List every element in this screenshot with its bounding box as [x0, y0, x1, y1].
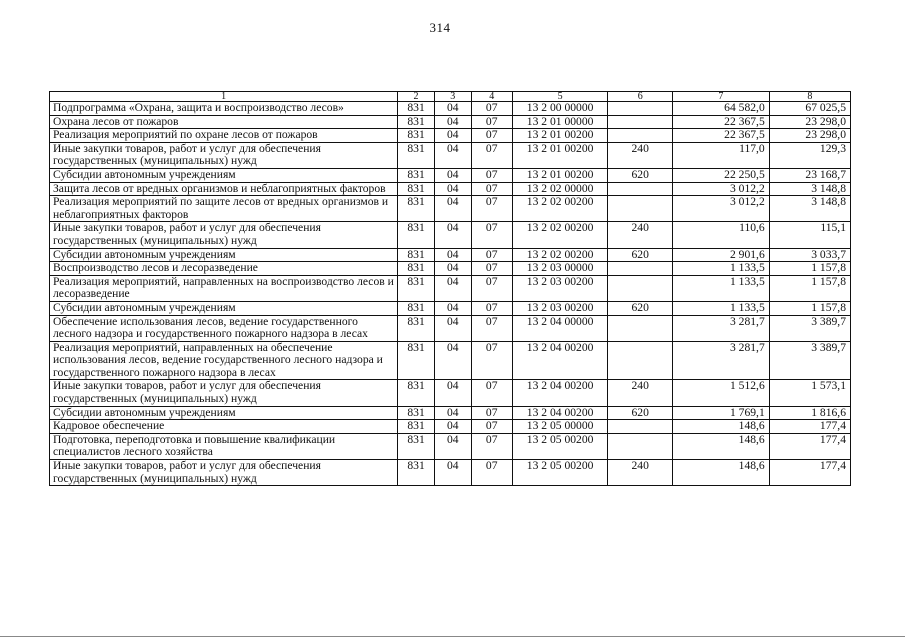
- cell-ministry-code: 831: [398, 262, 435, 276]
- table-row: [50, 406, 851, 420]
- cell-section: 04: [434, 115, 471, 129]
- cell-name: Иные закупки товаров, работ и услуг для обеспечения государственных (муниципальных) нужд: [50, 142, 398, 168]
- cell-target-article: 13 2 05 00000: [512, 420, 608, 434]
- cell-target-article: 13 2 02 00200: [512, 222, 608, 248]
- cell-ministry-code: 831: [398, 341, 435, 380]
- cell-amount-year-1: 148,6: [672, 433, 769, 459]
- cell-name: Кадровое обеспечение: [50, 420, 398, 434]
- column-header: 5: [512, 92, 608, 102]
- cell-amount-year-2: 3 033,7: [769, 248, 850, 262]
- cell-target-article: 13 2 03 00200: [512, 301, 608, 315]
- cell-subsection: 07: [471, 406, 512, 420]
- cell-name: Субсидии автономным учреждениям: [50, 406, 398, 420]
- column-header: 8: [769, 92, 850, 102]
- column-header: 3: [434, 92, 471, 102]
- cell-name: Иные закупки товаров, работ и услуг для обеспечения государственных (муниципальных) нужд: [50, 380, 398, 406]
- table-row: [50, 115, 851, 129]
- cell-amount-year-2: 3 389,7: [769, 341, 850, 380]
- cell-amount-year-2: 23 298,0: [769, 129, 850, 143]
- cell-name: Иные закупки товаров, работ и услуг для обеспечения государственных (муниципальных) нужд: [50, 222, 398, 248]
- cell-amount-year-1: 2 901,6: [672, 248, 769, 262]
- cell-amount-year-2: 67 025,5: [769, 102, 850, 116]
- cell-target-article: 13 2 01 00000: [512, 115, 608, 129]
- cell-expense-type: 620: [608, 168, 673, 182]
- table-header-row: [50, 92, 851, 102]
- table-row: [50, 420, 851, 434]
- cell-target-article: 13 2 01 00200: [512, 129, 608, 143]
- table-row: [50, 168, 851, 182]
- cell-subsection: 07: [471, 129, 512, 143]
- cell-amount-year-2: 23 298,0: [769, 115, 850, 129]
- column-header: 1: [50, 92, 398, 102]
- cell-ministry-code: 831: [398, 168, 435, 182]
- cell-amount-year-2: 1 573,1: [769, 380, 850, 406]
- table-row: [50, 341, 851, 380]
- cell-subsection: 07: [471, 275, 512, 301]
- table-row: [50, 275, 851, 301]
- cell-amount-year-2: 1 816,6: [769, 406, 850, 420]
- cell-subsection: 07: [471, 102, 512, 116]
- cell-section: 04: [434, 341, 471, 380]
- cell-target-article: 13 2 04 00200: [512, 406, 608, 420]
- cell-subsection: 07: [471, 115, 512, 129]
- cell-expense-type: 240: [608, 380, 673, 406]
- cell-section: 04: [434, 301, 471, 315]
- cell-subsection: 07: [471, 301, 512, 315]
- cell-ministry-code: 831: [398, 433, 435, 459]
- cell-ministry-code: 831: [398, 301, 435, 315]
- cell-section: 04: [434, 168, 471, 182]
- cell-ministry-code: 831: [398, 222, 435, 248]
- table-row: [50, 142, 851, 168]
- cell-ministry-code: 831: [398, 182, 435, 196]
- cell-name: Обеспечение использования лесов, ведение государственного лесного надзора и государственного пожарного надзора в лесах: [50, 315, 398, 341]
- cell-expense-type: 240: [608, 460, 673, 486]
- cell-subsection: 07: [471, 168, 512, 182]
- cell-target-article: 13 2 01 00200: [512, 142, 608, 168]
- table-row: [50, 102, 851, 116]
- cell-expense-type: 620: [608, 301, 673, 315]
- cell-target-article: 13 2 01 00200: [512, 168, 608, 182]
- cell-amount-year-1: 1 133,5: [672, 275, 769, 301]
- cell-name: Субсидии автономным учреждениям: [50, 301, 398, 315]
- cell-ministry-code: 831: [398, 420, 435, 434]
- table-row: [50, 460, 851, 486]
- cell-section: 04: [434, 129, 471, 143]
- cell-amount-year-1: 3 012,2: [672, 182, 769, 196]
- cell-ministry-code: 831: [398, 406, 435, 420]
- table-row: [50, 380, 851, 406]
- cell-amount-year-2: 177,4: [769, 420, 850, 434]
- cell-ministry-code: 831: [398, 380, 435, 406]
- cell-subsection: 07: [471, 182, 512, 196]
- cell-expense-type: [608, 115, 673, 129]
- cell-name: Субсидии автономным учреждениям: [50, 168, 398, 182]
- table-row: [50, 262, 851, 276]
- column-header: 2: [398, 92, 435, 102]
- cell-name: Иные закупки товаров, работ и услуг для обеспечения государственных (муниципальных) нужд: [50, 460, 398, 486]
- cell-section: 04: [434, 315, 471, 341]
- cell-expense-type: [608, 341, 673, 380]
- cell-target-article: 13 2 04 00200: [512, 341, 608, 380]
- table-row: [50, 129, 851, 143]
- cell-target-article: 13 2 05 00200: [512, 433, 608, 459]
- cell-name: Защита лесов от вредных организмов и неблагоприятных факторов: [50, 182, 398, 196]
- cell-target-article: 13 2 02 00200: [512, 248, 608, 262]
- cell-subsection: 07: [471, 433, 512, 459]
- cell-amount-year-2: 3 148,8: [769, 196, 850, 222]
- cell-amount-year-2: 1 157,8: [769, 301, 850, 315]
- cell-expense-type: [608, 420, 673, 434]
- cell-ministry-code: 831: [398, 115, 435, 129]
- cell-name: Реализация мероприятий, направленных на обеспечение использования лесов, ведение государственного лесного надзора и государственного пожарного надзора в лесах: [50, 341, 398, 380]
- cell-expense-type: 240: [608, 142, 673, 168]
- cell-ministry-code: 831: [398, 460, 435, 486]
- cell-expense-type: [608, 315, 673, 341]
- cell-section: 04: [434, 142, 471, 168]
- cell-target-article: 13 2 00 00000: [512, 102, 608, 116]
- cell-ministry-code: 831: [398, 196, 435, 222]
- table-row: [50, 248, 851, 262]
- scan-edge-line: [0, 636, 905, 637]
- table-row: [50, 315, 851, 341]
- cell-amount-year-2: 3 389,7: [769, 315, 850, 341]
- cell-amount-year-2: 115,1: [769, 222, 850, 248]
- cell-name: Охрана лесов от пожаров: [50, 115, 398, 129]
- cell-amount-year-1: 64 582,0: [672, 102, 769, 116]
- cell-section: 04: [434, 406, 471, 420]
- table-row: [50, 222, 851, 248]
- table-row: [50, 433, 851, 459]
- cell-section: 04: [434, 420, 471, 434]
- cell-section: 04: [434, 460, 471, 486]
- table-body: [50, 102, 851, 486]
- column-header: 4: [471, 92, 512, 102]
- cell-section: 04: [434, 380, 471, 406]
- cell-name: Подпрограмма «Охрана, защита и воспроизводство лесов»: [50, 102, 398, 116]
- cell-expense-type: [608, 182, 673, 196]
- cell-section: 04: [434, 102, 471, 116]
- cell-amount-year-1: 148,6: [672, 420, 769, 434]
- cell-target-article: 13 2 05 00200: [512, 460, 608, 486]
- cell-expense-type: [608, 262, 673, 276]
- cell-amount-year-2: 1 157,8: [769, 275, 850, 301]
- cell-ministry-code: 831: [398, 142, 435, 168]
- cell-expense-type: 620: [608, 406, 673, 420]
- cell-subsection: 07: [471, 460, 512, 486]
- cell-expense-type: [608, 196, 673, 222]
- budget-table: [49, 91, 851, 486]
- cell-amount-year-2: 1 157,8: [769, 262, 850, 276]
- cell-amount-year-2: 177,4: [769, 433, 850, 459]
- cell-subsection: 07: [471, 380, 512, 406]
- column-header: 6: [608, 92, 673, 102]
- table-row: [50, 301, 851, 315]
- cell-amount-year-2: 177,4: [769, 460, 850, 486]
- cell-subsection: 07: [471, 196, 512, 222]
- cell-amount-year-1: 3 281,7: [672, 315, 769, 341]
- cell-subsection: 07: [471, 262, 512, 276]
- cell-section: 04: [434, 248, 471, 262]
- cell-name: Субсидии автономным учреждениям: [50, 248, 398, 262]
- cell-section: 04: [434, 222, 471, 248]
- cell-expense-type: [608, 275, 673, 301]
- cell-name: Подготовка, переподготовка и повышение квалификации специалистов лесного хозяйства: [50, 433, 398, 459]
- cell-amount-year-1: 1 512,6: [672, 380, 769, 406]
- cell-target-article: 13 2 04 00200: [512, 380, 608, 406]
- cell-name: Воспроизводство лесов и лесоразведение: [50, 262, 398, 276]
- table-row: [50, 196, 851, 222]
- cell-name: Реализация мероприятий, направленных на воспроизводство лесов и лесоразведение: [50, 275, 398, 301]
- cell-amount-year-1: 22 250,5: [672, 168, 769, 182]
- cell-subsection: 07: [471, 420, 512, 434]
- cell-section: 04: [434, 182, 471, 196]
- cell-amount-year-1: 1 133,5: [672, 301, 769, 315]
- cell-amount-year-1: 1 133,5: [672, 262, 769, 276]
- cell-target-article: 13 2 02 00200: [512, 196, 608, 222]
- cell-target-article: 13 2 04 00000: [512, 315, 608, 341]
- cell-target-article: 13 2 03 00200: [512, 275, 608, 301]
- cell-amount-year-1: 110,6: [672, 222, 769, 248]
- cell-ministry-code: 831: [398, 275, 435, 301]
- cell-section: 04: [434, 275, 471, 301]
- cell-amount-year-2: 129,3: [769, 142, 850, 168]
- cell-section: 04: [434, 433, 471, 459]
- cell-amount-year-1: 22 367,5: [672, 129, 769, 143]
- page-number: 314: [429, 20, 451, 35]
- cell-amount-year-2: 23 168,7: [769, 168, 850, 182]
- cell-target-article: 13 2 03 00000: [512, 262, 608, 276]
- cell-amount-year-1: 1 769,1: [672, 406, 769, 420]
- cell-expense-type: 620: [608, 248, 673, 262]
- column-header: 7: [672, 92, 769, 102]
- cell-name: Реализация мероприятий по защите лесов от вредных организмов и неблагоприятных факторов: [50, 196, 398, 222]
- cell-ministry-code: 831: [398, 102, 435, 116]
- cell-expense-type: [608, 433, 673, 459]
- table-row: [50, 182, 851, 196]
- cell-subsection: 07: [471, 248, 512, 262]
- cell-expense-type: [608, 102, 673, 116]
- cell-expense-type: 240: [608, 222, 673, 248]
- cell-amount-year-1: 22 367,5: [672, 115, 769, 129]
- cell-section: 04: [434, 262, 471, 276]
- cell-amount-year-1: 3 012,2: [672, 196, 769, 222]
- cell-subsection: 07: [471, 142, 512, 168]
- cell-subsection: 07: [471, 222, 512, 248]
- cell-ministry-code: 831: [398, 129, 435, 143]
- cell-amount-year-1: 3 281,7: [672, 341, 769, 380]
- cell-amount-year-2: 3 148,8: [769, 182, 850, 196]
- cell-target-article: 13 2 02 00000: [512, 182, 608, 196]
- cell-amount-year-1: 148,6: [672, 460, 769, 486]
- cell-subsection: 07: [471, 341, 512, 380]
- cell-name: Реализация мероприятий по охране лесов от пожаров: [50, 129, 398, 143]
- cell-ministry-code: 831: [398, 248, 435, 262]
- cell-ministry-code: 831: [398, 315, 435, 341]
- cell-section: 04: [434, 196, 471, 222]
- cell-subsection: 07: [471, 315, 512, 341]
- cell-amount-year-1: 117,0: [672, 142, 769, 168]
- cell-expense-type: [608, 129, 673, 143]
